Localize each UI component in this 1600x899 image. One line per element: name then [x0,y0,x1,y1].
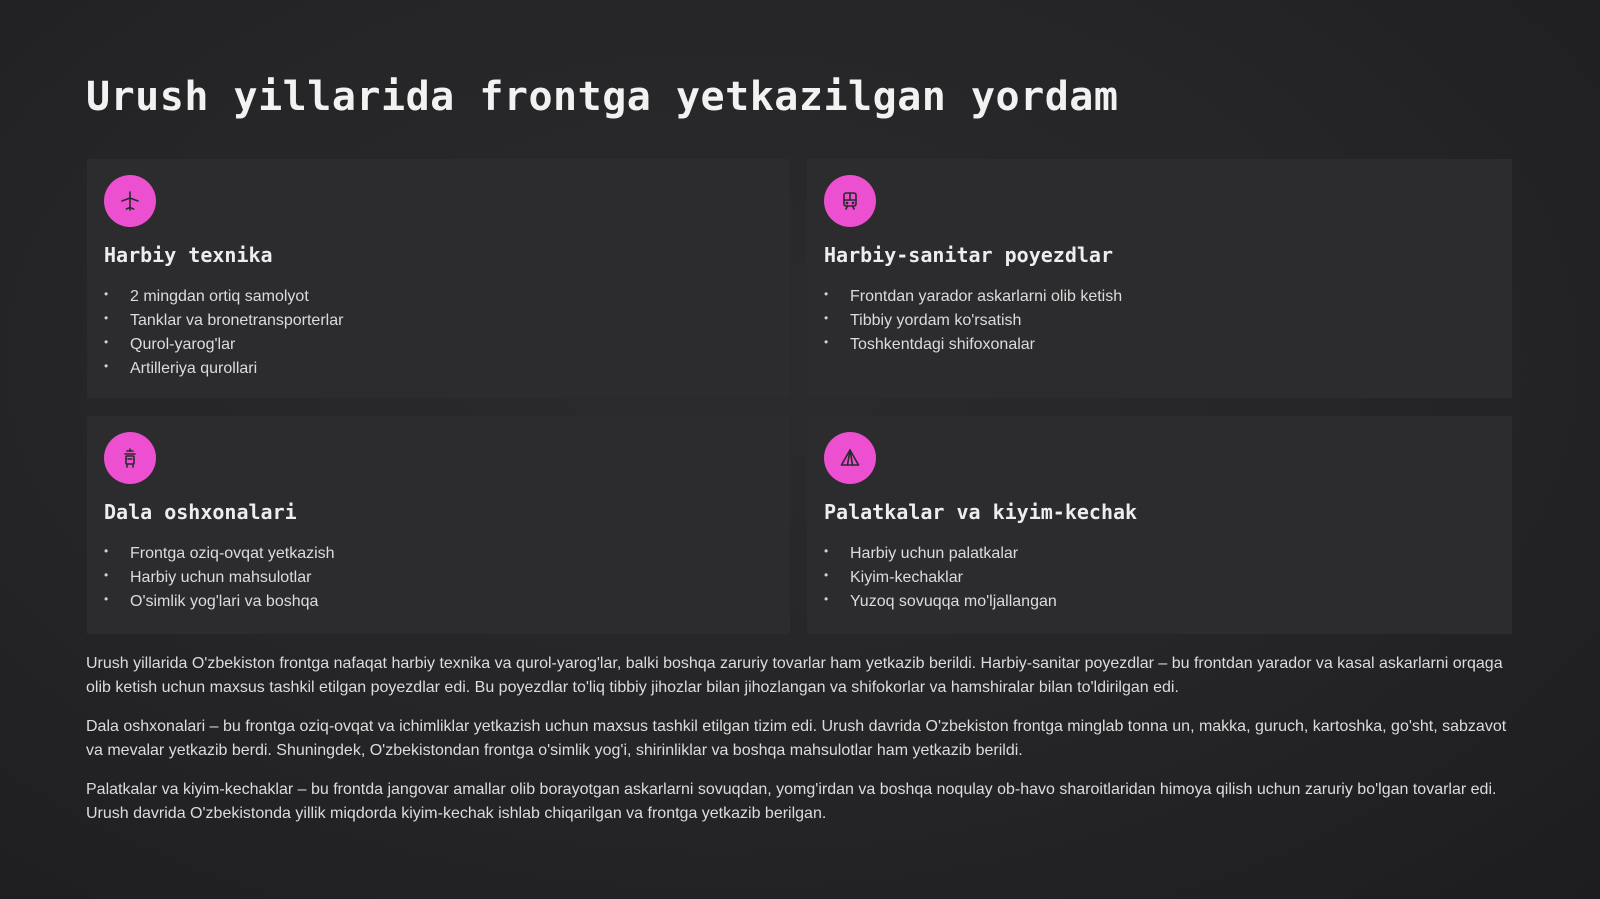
card-palatkalar [807,416,1512,634]
bullet-list [824,542,1495,614]
train-icon [824,175,876,227]
list-item: • Frontdan yarador askarlarni olib ketish [824,285,1495,309]
list-item: • O'simlik yog'lari va boshqa [104,590,773,614]
list-item: • Harbiy uchun palatkalar [824,542,1495,566]
bullet-list [824,285,1495,357]
list-item: • Yuzoq sovuqqa mo'ljallangan [824,590,1495,614]
paragraph: Urush yillarida O'zbekiston frontga nafaqat harbiy texnika va qurol-yarog'lar, balki boshqa zaruriy tovarlar ham yetkazib berildi. Harbiy-sanitar poyezdlar – bu frontdan yarador va kasal askarlarni orqaga olib ketish uchun maxsus tashkil etilgan poyezdlar edi. Bu poyezdlar to'liq tibbiy jihozlar bilan jihozlangan va shifokorlar va hamshiralar bilan to'ldirilgan edi. [86,655,1503,696]
list-item: • Kiyim-kechaklar [824,566,1495,590]
paragraph: Palatkalar va kiyim-kechaklar – bu frontda jangovar amallar olib borayotgan askarlarni sovuqdan, yomg'irdan va boshqa noqulay ob-havo sharoitlaridan himoya qilish uchun zaruriy bo'lgan tovarlar edi. Urush davrida O'zbekistonda yillik miqdorda kiyim-kechak ishlab chiqarilgan va frontga yetkazib berilgan. [86,781,1497,822]
card-dala-oshxonalari [87,416,790,634]
page-title: Urush yillarida frontga yetkazilgan yordam [86,74,1119,120]
card-harbiy-texnika [87,159,790,398]
list-item: • Tibbiy yordam ko'rsatish [824,309,1495,333]
card-title: Harbiy texnika [104,243,273,267]
bullet-list [104,285,773,381]
card-harbiy-sanitar-poyezdlar [807,159,1512,398]
body-text [86,652,1516,841]
list-item: • Artilleriya qurollari [104,357,773,381]
list-item: • Frontga oziq-ovqat yetkazish [104,542,773,566]
list-item: • 2 mingdan ortiq samolyot [104,285,773,309]
card-title: Harbiy-sanitar poyezdlar [824,243,1113,267]
airplane-icon [104,175,156,227]
cooking-pot-icon [104,432,156,484]
list-item: • Toshkentdagi shifoxonalar [824,333,1495,357]
list-item: • Tanklar va bronetransporterlar [104,309,773,333]
card-title: Dala oshxonalari [104,500,297,524]
list-item: • Harbiy uchun mahsulotlar [104,566,773,590]
bullet-list [104,542,773,614]
card-title: Palatkalar va kiyim-kechak [824,500,1138,524]
list-item: • Qurol-yarog'lar [104,333,773,357]
paragraph: Dala oshxonalari – bu frontga oziq-ovqat va ichimliklar yetkazish uchun maxsus tashkil etilgan tizim edi. Urush davrida O'zbekiston frontga minglab tonna un, makka, guruch, kartoshka, go'sht, sabzavot va mevalar yetkazib berdi. Shuningdek, O'zbekistondan frontga o'simlik yog'i, shirinliklar va boshqa mahsulotlar ham yetkazib berildi. [86,718,1507,759]
tent-icon [824,432,876,484]
